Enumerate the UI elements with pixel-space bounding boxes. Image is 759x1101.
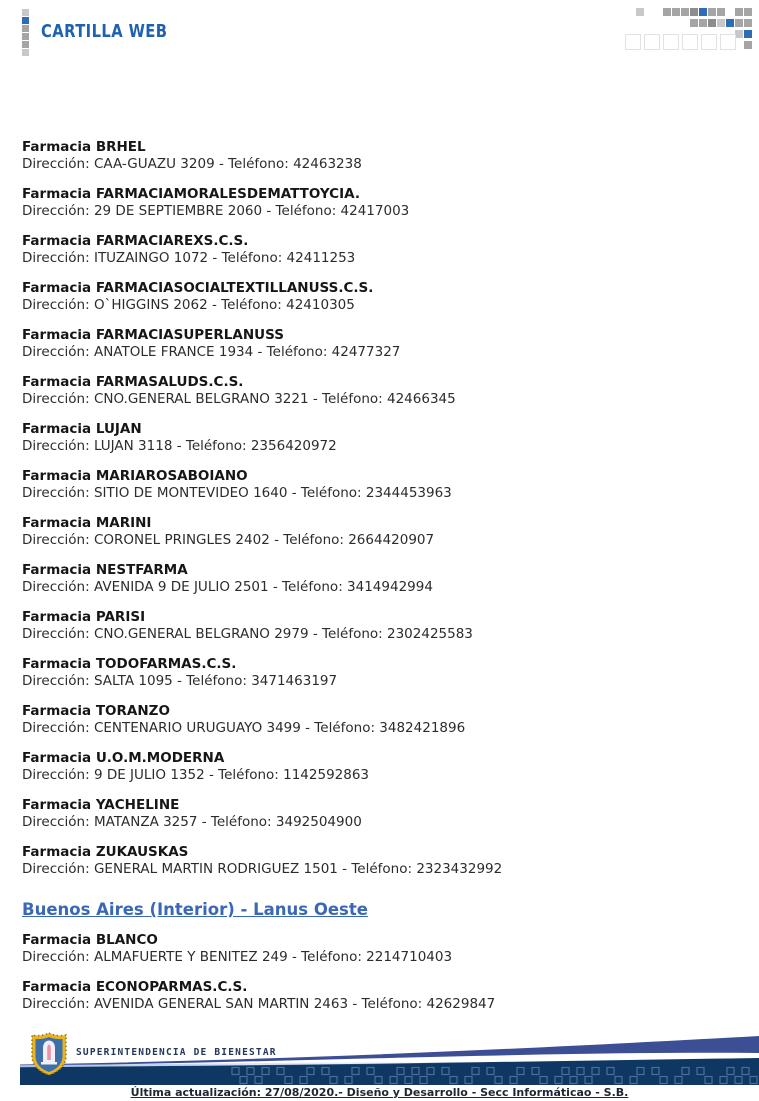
region-heading-link[interactable]: Buenos Aires (Interior) - Lanus Oeste	[22, 900, 368, 919]
pharmacy-entry	[22, 374, 732, 408]
pharmacy-detail: Dirección: 9 DE JULIO 1352 - Teléfono: 1142592863	[22, 767, 370, 783]
pharmacy-entry	[22, 186, 732, 220]
page-title: CARTILLA WEB	[41, 21, 168, 42]
pharmacy-label: Farmacia	[22, 562, 92, 578]
pharmacy-detail: Dirección: CENTENARIO URUGUAYO 3499 - Teléfono: 3482421896	[22, 720, 466, 736]
pharmacy-title	[22, 421, 732, 438]
pharmacy-name: NESTFARMA	[95, 562, 188, 578]
pharmacy-label: Farmacia	[22, 374, 92, 390]
pharmacy-name: FARMACIASOCIALTEXTILLANUSS.C.S.	[95, 280, 374, 296]
pharmacy-entry	[22, 233, 732, 267]
pharmacy-label: Farmacia	[22, 280, 92, 296]
pharmacy-title	[22, 609, 732, 626]
pharmacy-name: LUJAN	[95, 421, 142, 437]
pharmacy-entry	[22, 139, 732, 173]
mosaic-decoration-icon	[627, 8, 759, 58]
pharmacy-label: Farmacia	[22, 468, 92, 484]
pharmacy-title	[22, 186, 732, 203]
pharmacy-detail: Dirección: SITIO DE MONTEVIDEO 1640 - Teléfono: 2344453963	[22, 485, 452, 501]
pharmacy-label: Farmacia	[22, 844, 92, 860]
pharmacy-title	[22, 139, 732, 156]
pharmacy-label: Farmacia	[22, 515, 92, 531]
pharmacy-label: Farmacia	[22, 139, 92, 155]
pharmacy-detail: Dirección: 29 DE SEPTIEMBRE 2060 - Teléfono: 42417003	[22, 203, 410, 219]
pharmacy-entry	[22, 797, 732, 831]
pharmacy-title	[22, 280, 732, 297]
pharmacy-title	[22, 374, 732, 391]
pharmacy-name: PARISI	[95, 609, 146, 625]
pharmacy-name: FARMASALUDS.C.S.	[95, 374, 244, 390]
pharmacy-title	[22, 233, 732, 250]
pharmacy-title	[22, 656, 732, 673]
pharmacy-name: U.O.M.MODERNA	[95, 750, 225, 766]
pharmacy-detail: Dirección: AVENIDA GENERAL SAN MARTIN 2463 - Teléfono: 42629847	[22, 996, 496, 1012]
pharmacy-detail: Dirección: O`HIGGINS 2062 - Teléfono: 42410305	[22, 297, 355, 313]
pharmacy-entry	[22, 515, 732, 549]
pharmacy-entry	[22, 280, 732, 314]
pharmacy-label: Farmacia	[22, 703, 92, 719]
pharmacy-label: Farmacia	[22, 233, 92, 249]
pharmacy-name: MARIAROSABOIANO	[95, 468, 248, 484]
pharmacy-title	[22, 468, 732, 485]
page-footer	[0, 1030, 759, 1101]
pharmacy-detail: Dirección: CNO.GENERAL BELGRANO 3221 - Teléfono: 42466345	[22, 391, 456, 407]
pharmacy-name: FARMACIAREXS.C.S.	[95, 233, 249, 249]
pharmacy-entry	[22, 562, 732, 596]
pharmacy-entry	[22, 656, 732, 690]
pharmacy-title	[22, 797, 732, 814]
pharmacy-label: Farmacia	[22, 186, 92, 202]
pharmacy-entry	[22, 421, 732, 455]
pharmacy-name: ECONOPARMAS.C.S.	[95, 979, 248, 995]
pharmacy-label: Farmacia	[22, 656, 92, 672]
pharmacy-entry	[22, 750, 732, 784]
pharmacy-label: Farmacia	[22, 327, 92, 343]
pharmacy-detail: Dirección: SALTA 1095 - Teléfono: 3471463197	[22, 673, 338, 689]
pharmacy-title	[22, 932, 732, 949]
pharmacy-label: Farmacia	[22, 797, 92, 813]
pharmacy-detail: Dirección: AVENIDA 9 DE JULIO 2501 - Teléfono: 3414942994	[22, 579, 433, 595]
pharmacy-title	[22, 979, 732, 996]
pharmacy-title	[22, 844, 732, 861]
pharmacy-label: Farmacia	[22, 979, 92, 995]
pharmacy-title	[22, 750, 732, 767]
pharmacy-detail: Dirección: CORONEL PRINGLES 2402 - Teléfono: 2664420907	[22, 532, 435, 548]
pharmacy-name: TODOFARMAS.C.S.	[95, 656, 237, 672]
pharmacy-label: Farmacia	[22, 609, 92, 625]
pharmacy-name: ZUKAUSKAS	[95, 844, 189, 860]
pharmacy-title	[22, 562, 732, 579]
last-updated-note: Última actualización: 27/08/2020.- Diseño y Desarrollo - Secc Informáticao - S.B.	[130, 1086, 629, 1099]
pharmacy-label: Farmacia	[22, 750, 92, 766]
pharmacy-title	[22, 703, 732, 720]
pharmacy-entry	[22, 327, 732, 361]
pharmacy-entry	[22, 468, 732, 502]
pharmacy-title	[22, 327, 732, 344]
pharmacy-name: YACHELINE	[95, 797, 180, 813]
pharmacy-label: Farmacia	[22, 932, 92, 948]
superintendencia-logo	[29, 1032, 69, 1076]
pharmacy-detail: Dirección: ITUZAINGO 1072 - Teléfono: 42411253	[22, 250, 356, 266]
pharmacy-name: TORANZO	[95, 703, 170, 719]
pharmacy-detail: Dirección: CAA-GUAZU 3209 - Teléfono: 42463238	[22, 156, 362, 172]
pharmacy-name: FARMACIASUPERLANUSS	[95, 327, 284, 343]
organization-name: SUPERINTENDENCIA DE BIENESTAR	[76, 1047, 277, 1058]
pharmacy-name: FARMACIAMORALESDEMATTOYCIA.	[95, 186, 360, 202]
pharmacy-detail: Dirección: ANATOLE FRANCE 1934 - Teléfono: 42477327	[22, 344, 401, 360]
pharmacy-name: MARINI	[95, 515, 152, 531]
pharmacy-entry	[22, 844, 732, 878]
pharmacy-title	[22, 515, 732, 532]
pharmacy-detail: Dirección: LUJAN 3118 - Teléfono: 2356420972	[22, 438, 337, 454]
pharmacy-list	[22, 139, 732, 1026]
pharmacy-detail: Dirección: GENERAL MARTIN RODRIGUEZ 1501 - Teléfono: 2323432992	[22, 861, 503, 877]
pharmacy-label: Farmacia	[22, 421, 92, 437]
pharmacy-detail: Dirección: CNO.GENERAL BELGRANO 2979 - Teléfono: 2302425583	[22, 626, 473, 642]
pharmacy-name: BLANCO	[95, 932, 158, 948]
pharmacy-entry	[22, 932, 732, 966]
footer-swoosh-decoration	[0, 1030, 759, 1088]
logo-squares-icon	[22, 9, 29, 56]
pharmacy-detail: Dirección: ALMAFUERTE Y BENITEZ 249 - Teléfono: 2214710403	[22, 949, 453, 965]
pharmacy-name: BRHEL	[95, 139, 146, 155]
pharmacy-entry	[22, 609, 732, 643]
pharmacy-entry	[22, 703, 732, 737]
pharmacy-detail: Dirección: MATANZA 3257 - Teléfono: 3492504900	[22, 814, 362, 830]
pharmacy-entry	[22, 979, 732, 1013]
page-header	[0, 0, 759, 62]
